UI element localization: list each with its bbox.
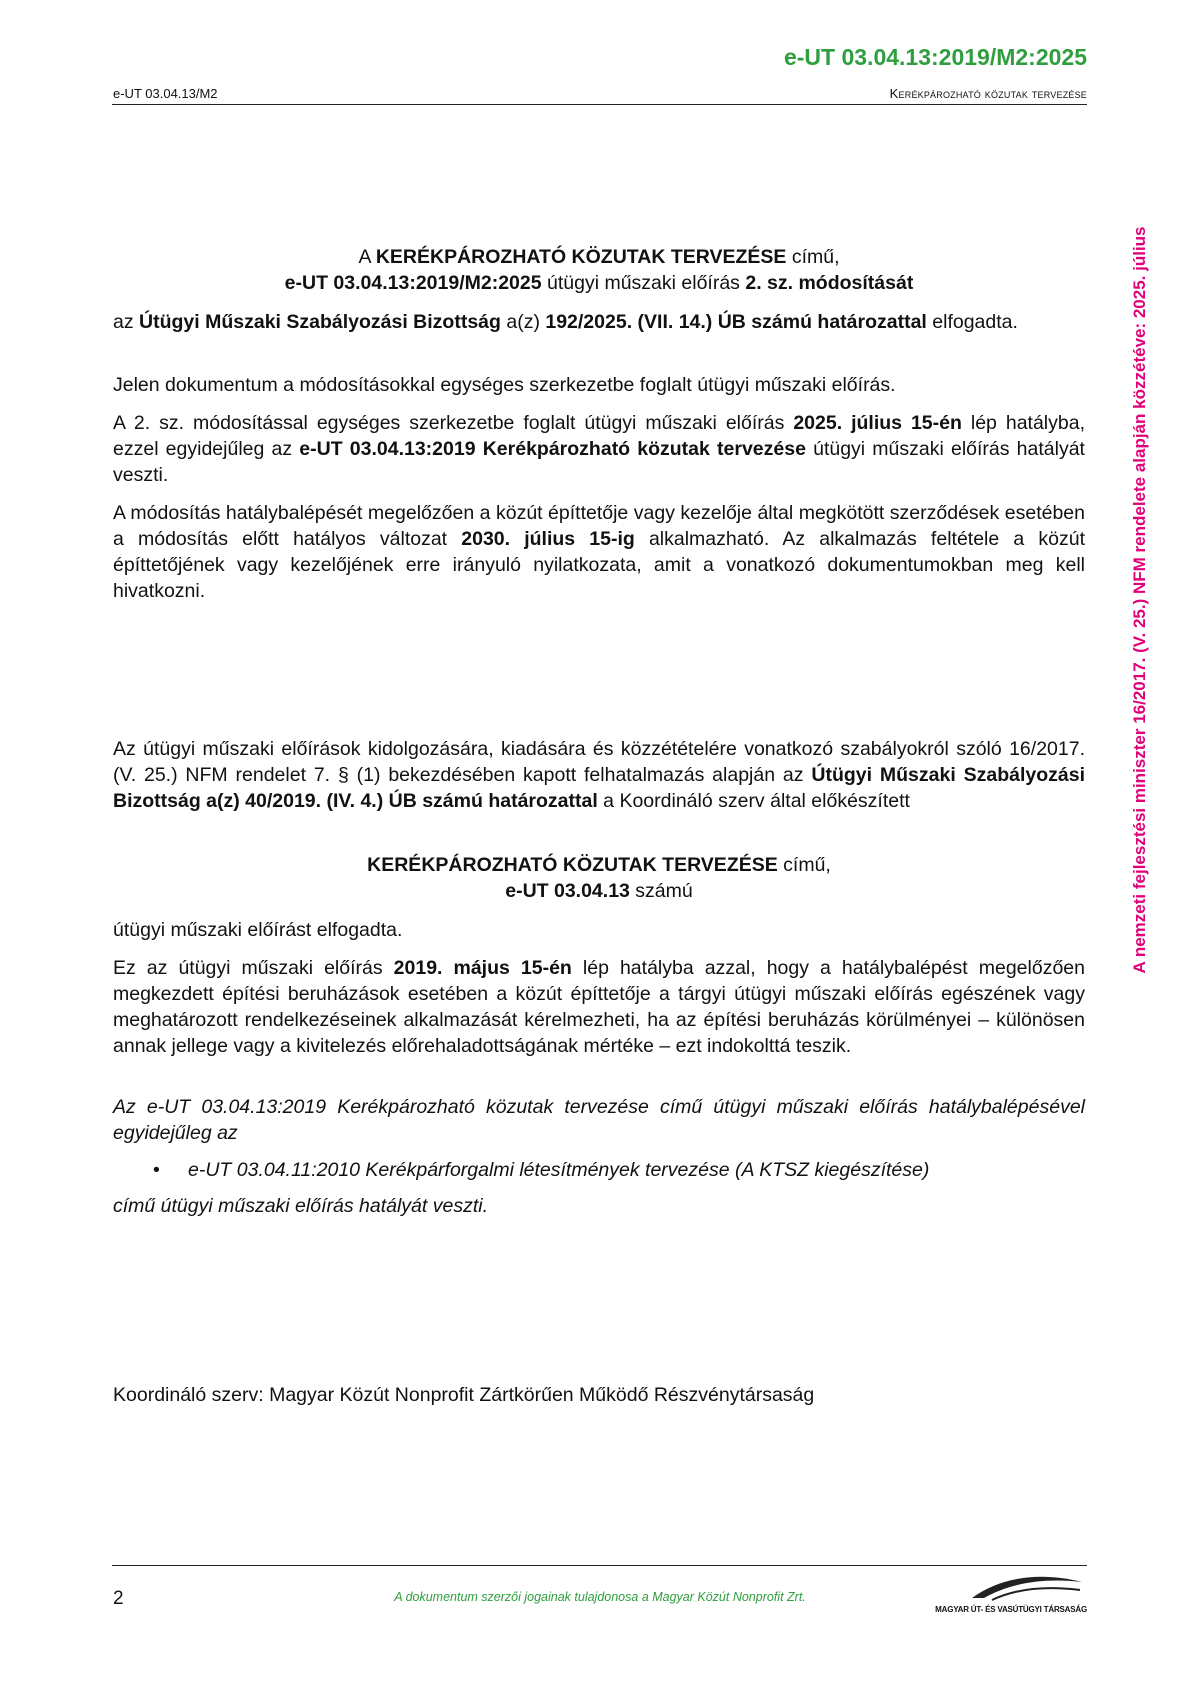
text-run: lép hatályba, ezzel egyidejűleg az bbox=[113, 412, 1085, 460]
text-run: e-UT 03.04.13:2019 Kerékpározható közutak tervezése bbox=[299, 438, 806, 460]
text-run: A módosítás hatálybalépését megelőzően a közút építtetője vagy kezelője által megkötött szerződések esetében a módosítás előtt hatályos változat bbox=[113, 502, 1085, 550]
paragraph-adoption bbox=[113, 309, 1085, 335]
text-run: e-UT 03.04.13 bbox=[505, 880, 630, 902]
header-left: e-UT 03.04.13/M2 bbox=[113, 86, 218, 101]
text-run: 192/2025. (VII. 14.) ÚB számú határozattal bbox=[545, 311, 927, 333]
text-run: Az útügyi műszaki előírások kidolgozására, kiadására és közzétételére vonatkozó szabályokról szóló 16/2017. (V. 25.) NFM rendelet 7. § (1) bekezdésében kapott felhatalmazás alapján az bbox=[113, 738, 1085, 786]
text-run: A bbox=[358, 246, 376, 268]
text-run: e-UT 03.04.13:2019/M2:2025 bbox=[284, 272, 542, 294]
text-run: útügyi műszaki előírás bbox=[541, 272, 746, 294]
regulation-title bbox=[113, 852, 1085, 904]
paragraph-transition bbox=[113, 500, 1085, 604]
society-logo bbox=[932, 1568, 1087, 1618]
paragraph-repeal-end: című útügyi műszaki előírás hatályát veszti. bbox=[113, 1195, 488, 1217]
text-run: lép hatályba azzal, hogy a hatálybalépést megelőzően megkezdett építési beruházások esetében a közút építtetője a tárgyi útügyi műszaki előírás egészének vagy meghatározott rendelkezéseinek alkalmazását kérelmezheti, ha az építési beruházás körülményei – különösen annak jellege vagy a kivitelezés előrehaladottságának mértéke – ezt indokolttá teszik. bbox=[113, 957, 1085, 1057]
text-run: elfogadta. bbox=[926, 311, 1018, 333]
paragraph-authority bbox=[113, 736, 1085, 814]
side-note-text: A nemzeti fejlesztési miniszter 16/2017. (V. 25.) NFM rendelete alapján közzétéve: 2025. július bbox=[1130, 226, 1149, 974]
paragraph-2019-effective bbox=[113, 955, 1085, 1059]
page-number: 2 bbox=[113, 1588, 124, 1609]
list-item: • e-UT 03.04.11:2010 Kerékpárforgalmi létesítmények tervezése (A KTSZ kiegészítése) bbox=[113, 1157, 1085, 1183]
text-run: a Koordináló szerv által előkészített bbox=[597, 790, 910, 812]
text-run: az bbox=[113, 311, 140, 333]
text-run: a(z) bbox=[500, 311, 546, 333]
text-run: KERÉKPÁROZHATÓ KÖZUTAK TERVEZÉSE bbox=[375, 246, 787, 268]
logo-text: MAGYAR ÚT- ÉS VASÚTÜGYI TÁRSASÁG bbox=[935, 1605, 1087, 1614]
text-run: KERÉKPÁROZHATÓ KÖZUTAK TERVEZÉSE bbox=[367, 854, 778, 876]
header-right: Kerékpározható közutak tervezése bbox=[889, 86, 1087, 101]
document-code: e-UT 03.04.13:2019/M2:2025 bbox=[783, 44, 1087, 70]
repealed-list bbox=[113, 1157, 1085, 1183]
text-run: Útügyi Műszaki Szabályozási Bizottság a(z) 40/2019. (IV. 4.) ÚB számú határozattal bbox=[113, 764, 1085, 812]
footer-divider bbox=[112, 1565, 1087, 1566]
text-run: számú bbox=[629, 880, 693, 902]
text-run: alkalmazható. Az alkalmazás feltétele a közút építtetőjének vagy kezelőjének erre irányuló nyilatkozata, amit a vonatkozó dokumentumokban meg kell hivatkozni. bbox=[113, 528, 1085, 602]
text-run: 2. sz. módosítását bbox=[745, 272, 914, 294]
text-run: Ez az útügyi műszaki előírás bbox=[113, 957, 394, 979]
text-run: 2019. május 15-én bbox=[393, 957, 572, 979]
text-run: 2030. július 15-ig bbox=[461, 528, 635, 550]
text-run: című, bbox=[777, 854, 831, 876]
text-run: 2025. július 15-én bbox=[793, 412, 962, 434]
copyright-note: A dokumentum szerzői jogainak tulajdonosa a Magyar Közút Nonprofit Zrt. bbox=[394, 1590, 806, 1604]
amendment-title bbox=[113, 244, 1085, 296]
header-divider bbox=[112, 104, 1087, 105]
text-run: Útügyi Műszaki Szabályozási Bizottság bbox=[139, 311, 501, 333]
text-run: útügyi műszaki előírás hatályát veszti. bbox=[113, 438, 1085, 486]
paragraph-accepted: útügyi műszaki előírást elfogadta. bbox=[113, 919, 403, 941]
text-run: című, bbox=[786, 246, 840, 268]
text-run: A 2. sz. módosítással egységes szerkezetbe foglalt útügyi műszaki előírás bbox=[113, 412, 794, 434]
paragraph-consolidated: Jelen dokumentum a módosításokkal egységes szerkezetbe foglalt útügyi műszaki előírás. bbox=[113, 374, 896, 396]
paragraph-repeal-intro: Az e-UT 03.04.13:2019 Kerékpározható közutak tervezése című útügyi műszaki előírás hatálybalépésével egyidejűleg az bbox=[113, 1096, 1085, 1144]
side-publication-note bbox=[1120, 150, 1160, 1050]
paragraph-effective bbox=[113, 410, 1085, 488]
coordinator-line: Koordináló szerv: Magyar Közút Nonprofit Zártkörűen Működő Részvénytársaság bbox=[113, 1384, 815, 1406]
